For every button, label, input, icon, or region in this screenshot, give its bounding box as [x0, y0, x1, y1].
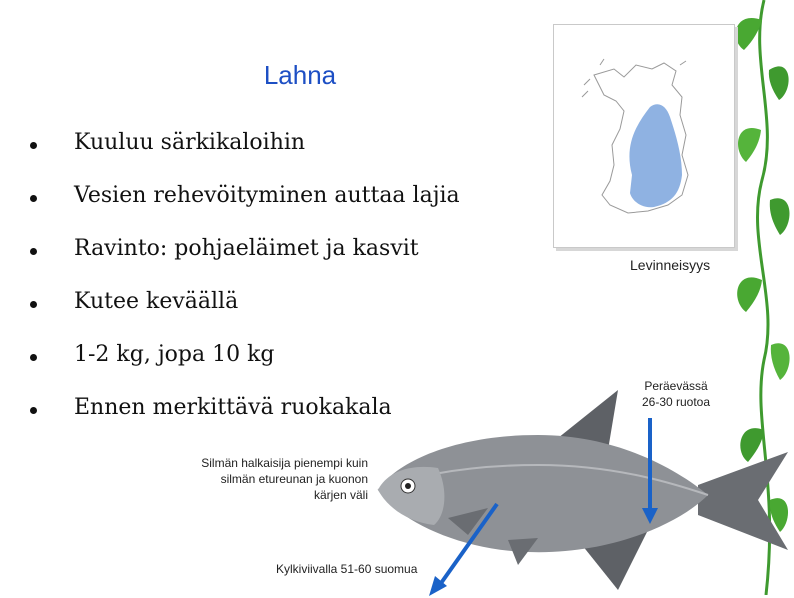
bullet-icon: [30, 142, 37, 149]
anal-fin-annotation: Peräevässä 26-30 ruotoa: [641, 379, 711, 409]
bullet-item: Ravinto: pohjaeläimet ja kasvit: [28, 234, 460, 287]
slide-title: Lahna: [263, 60, 337, 90]
map-caption: Levinneisyys: [630, 257, 711, 273]
arrow-lateral-line: [425, 498, 505, 598]
lateral-line-annotation: Kylkiviivalla 51-60 suomua: [276, 562, 418, 576]
bullet-item: Kutee keväällä: [28, 287, 460, 340]
arrow-anal-fin: [640, 418, 660, 528]
bullet-icon: [30, 248, 37, 255]
bullet-icon: [30, 301, 37, 308]
bullet-item: Ennen merkittävä ruokakala: [28, 393, 460, 446]
bullet-icon: [30, 354, 37, 361]
distribution-map: [553, 24, 735, 248]
finland-map-icon: [554, 25, 734, 247]
bullet-item: 1-2 kg, jopa 10 kg: [28, 340, 460, 393]
eye-annotation: Silmän halkaisija pienempi kuin silmän etureunan ja kuonon kärjen väli: [201, 456, 368, 502]
bullet-item: Vesien rehevöityminen auttaa lajia: [28, 181, 460, 234]
bullet-icon: [30, 407, 37, 414]
bullet-icon: [30, 195, 37, 202]
bullet-item: Kuuluu särkikaloihin: [28, 128, 460, 181]
